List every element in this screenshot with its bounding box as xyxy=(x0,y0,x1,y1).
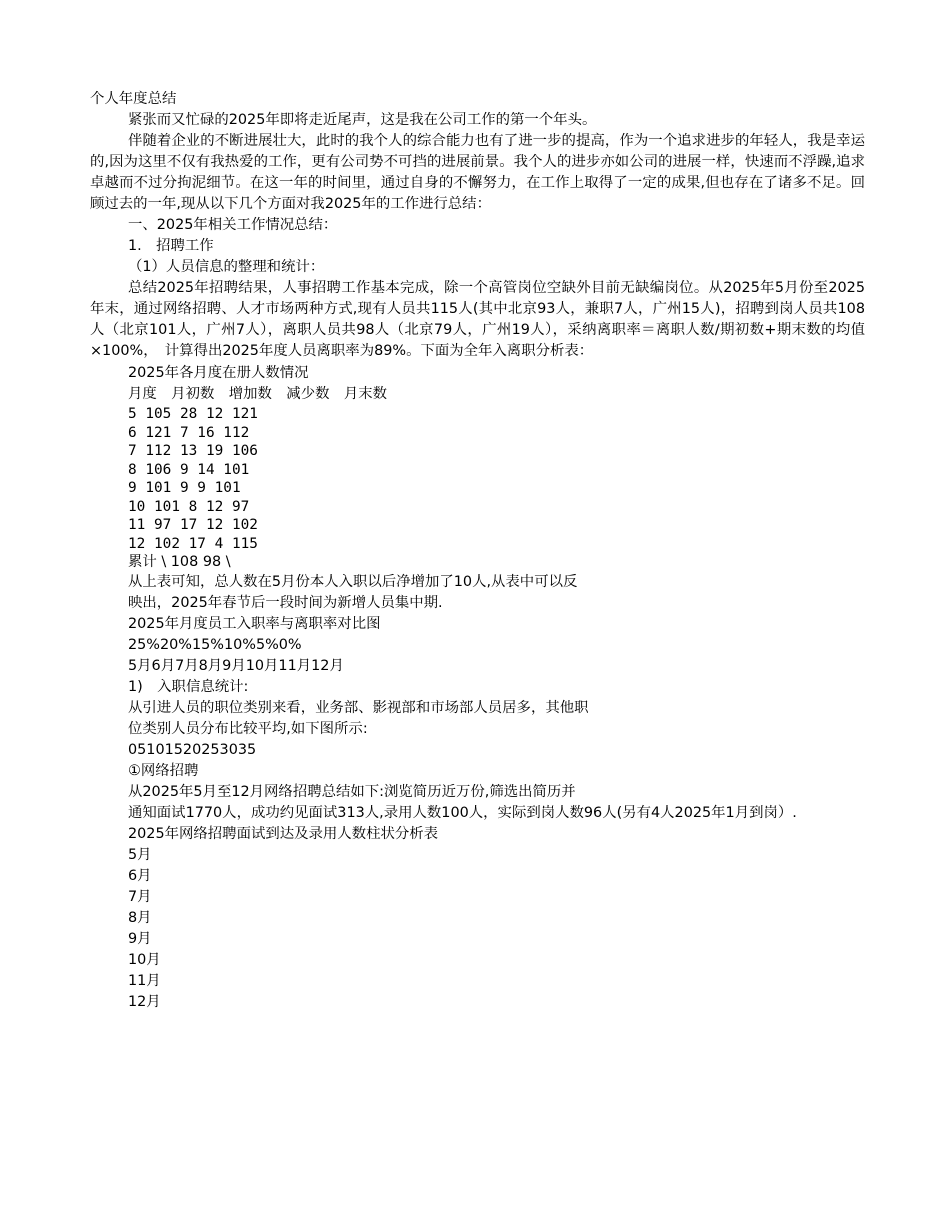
chart-x-tick-labels: 5月6月7月8月9月10月11月12月 xyxy=(128,657,344,674)
month-label: 5月 xyxy=(128,846,152,863)
month-label: 8月 xyxy=(128,909,152,926)
table-row: 10 101 8 12 97 xyxy=(128,498,250,515)
paragraph-position-categories-line1: 从引进人员的职位类别来看，业务部、影视部和市场部人员居多，其他职 xyxy=(128,699,589,716)
subsection-heading-personnel-stats: （1）人员信息的整理和统计： xyxy=(128,259,325,275)
month-label: 6月 xyxy=(128,867,152,884)
paragraph-position-categories-line2: 位类别人员分布比较平均,如下图所示: xyxy=(128,720,368,737)
paragraph-online-recruitment-rest: 通知面试1770人，成功约见面试313人,录用人数100人，实际到岗人数96人(另有4人2025年1月到岗）. xyxy=(128,804,797,821)
document-page xyxy=(90,89,865,1013)
table-monthly-headcount xyxy=(90,405,865,572)
table-row: 7 112 13 19 106 xyxy=(128,443,258,459)
chart-y-tick-labels: 25%20%15%10%5%0% xyxy=(128,636,302,653)
table-row-total: 累计 \ 108 98 \ xyxy=(128,554,231,570)
chart-axis-tick-labels: 05101520253035 xyxy=(128,741,257,758)
subsection-heading-online-recruitment: ①网络招聘 xyxy=(128,762,199,779)
paragraph-overview: 伴随着企业的不断进展壮大，此时的我个人的综合能力也有了进一步的提高，作为一个追求进步的年轻人，我是幸运的,因为这里不仅有我热爱的工作，更有公司势不可挡的进展前景。我个人的进步亦如公司的进展一样，快速而不浮躁,追求卓越而不过分拘泥细节。在这一年的时间里，通过自身的不懈努力，在工作上取得了一定的成果,但也存在了诸多不足。回顾过去的一年,现从以下几个方面对我2025年的工作进行总结： xyxy=(90,133,865,212)
chart-title-online-recruitment: 2025年网络招聘面试到达及录用人数柱状分析表 xyxy=(128,825,439,842)
table-row: 6 121 7 16 112 xyxy=(128,424,250,441)
section-heading-1: 一、2025年相关工作情况总结： xyxy=(128,217,338,233)
chart-title-entry-exit-rate: 2025年月度员工入职率与离职率对比图 xyxy=(128,615,381,632)
month-label: 10月 xyxy=(128,951,161,968)
paragraph-recruitment-summary: 总结2025年招聘结果，人事招聘工作基本完成，除一个高管岗位空缺外目前无缺编岗位。从2025年5月份至2025年末，通过网络招聘、人才市场两种方式,现有人员共115人(其中北京93人，兼职7人，广州15人)，招聘到岗人员共108人（北京101人，广州7人），离职人员共98人（北京79人，广州19人），采纳离职率＝离职人数/期初数+期末数的均值×100%， 计算得出2025年度人员离职率为89%。下面为全年入离职分析表： xyxy=(90,280,865,359)
month-label: 11月 xyxy=(128,972,161,989)
paragraph-table-analysis-line2: 映出，2025年春节后一段时间为新增人员集中期. xyxy=(128,594,443,611)
subsection-heading-recruitment: 1. 招聘工作 xyxy=(128,238,214,254)
paragraph-table-analysis-line1: 从上表可知，总人数在5月份本人入职以后净增加了10人,从表中可以反 xyxy=(128,573,578,590)
chart-month-labels xyxy=(90,845,865,1013)
month-label: 9月 xyxy=(128,930,152,947)
table-row: 9 101 9 9 101 xyxy=(128,480,241,496)
table-row: 11 97 17 12 102 xyxy=(128,517,258,533)
subsection-heading-entry-stats: 1) 入职信息统计: xyxy=(128,678,249,695)
table-row: 12 102 17 4 115 xyxy=(128,535,258,552)
table-header-row: 月度 月初数 增加数 减少数 月末数 xyxy=(128,386,388,402)
paragraph-intro: 紧张而又忙碌的2025年即将走近尾声，这是我在公司工作的第一个年头。 xyxy=(128,112,597,128)
month-label: 7月 xyxy=(128,888,152,905)
document-title: 个人年度总结 xyxy=(90,91,177,107)
table-title-monthly-headcount: 2025年各月度在册人数情况 xyxy=(128,365,309,381)
table-row: 5 105 28 12 121 xyxy=(128,406,258,422)
paragraph-online-recruitment-line1: 从2025年5月至12月网络招聘总结如下:浏览简历近万份,筛选出简历并 xyxy=(128,783,576,800)
table-row: 8 106 9 14 101 xyxy=(128,461,250,478)
month-label: 12月 xyxy=(128,993,161,1010)
